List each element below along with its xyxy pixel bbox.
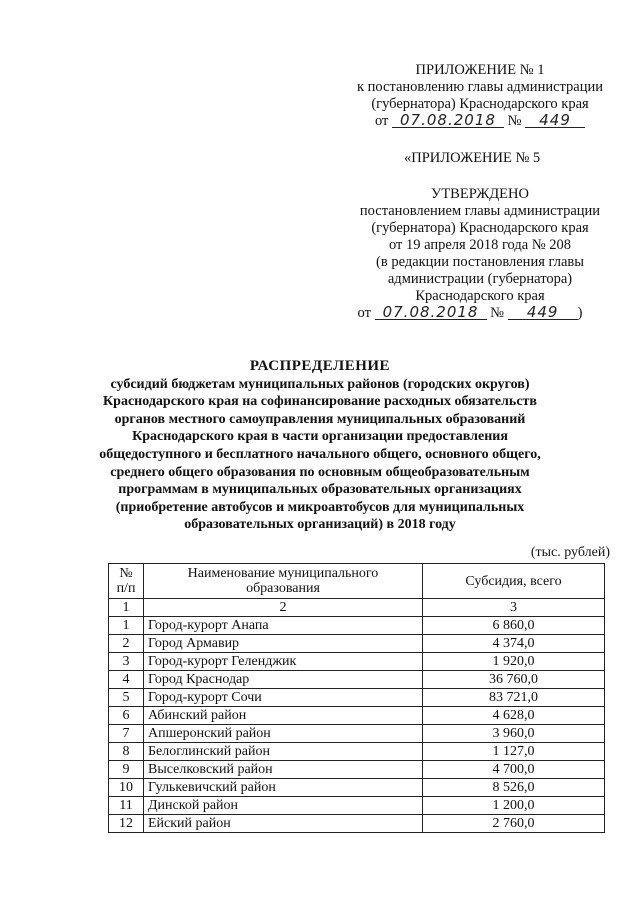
header-number-line1: № — [119, 566, 133, 581]
title-line: (приобретение автобусов и микроавтобусов для муниципальных — [115, 499, 525, 515]
row-name: Ейский район — [144, 815, 423, 833]
title-line: Краснодарского края на софинансирование расходных обязательств — [103, 394, 537, 410]
title-line: программам в муниципальных образовательных организациях — [118, 482, 522, 498]
document-title — [95, 358, 545, 534]
column-number: 3 — [423, 599, 605, 617]
row-value: 4 700,0 — [423, 761, 605, 779]
row-value: 36 760,0 — [423, 671, 605, 689]
handwritten-date: 07.08.2018 — [375, 305, 487, 320]
handwritten-number: 449 — [525, 113, 585, 128]
approved-title: УТВЕРЖДЕНО — [431, 186, 529, 202]
row-value: 1 127,0 — [423, 743, 605, 761]
number-label: № — [507, 113, 522, 129]
title-line: субсидий бюджетам муниципальных районов (городских округов) — [110, 376, 530, 392]
row-number: 6 — [109, 707, 144, 725]
row-number: 11 — [109, 797, 144, 815]
row-name: Абинский район — [144, 707, 423, 725]
table-row — [109, 725, 605, 743]
row-number: 5 — [109, 689, 144, 707]
approved-date-line — [330, 305, 610, 322]
table-row — [109, 761, 605, 779]
title-heading: РАСПРЕДЕЛЕНИЕ — [249, 358, 391, 374]
row-number: 3 — [109, 653, 144, 671]
row-value: 6 860,0 — [423, 617, 605, 635]
title-line: органов местного самоуправления муниципальных образований — [114, 411, 526, 427]
handwritten-number: 449 — [508, 305, 578, 320]
table-row — [109, 743, 605, 761]
row-name: Город-курорт Геленджик — [144, 653, 423, 671]
table-body — [109, 617, 605, 833]
row-number: 12 — [109, 815, 144, 833]
close-paren: ) — [577, 305, 583, 321]
handwritten-date: 07.08.2018 — [392, 113, 504, 128]
row-number: 2 — [109, 635, 144, 653]
row-number: 9 — [109, 761, 144, 779]
title-line: общедоступного и бесплатного начального общего, основного общего, — [99, 446, 541, 462]
appendix-title: ПРИЛОЖЕНИЕ № 1 — [415, 62, 545, 78]
header-name-line1: Наименование муниципального — [187, 566, 379, 581]
number-label: № — [490, 305, 505, 321]
approved-line4: (в редакции постановления главы — [376, 254, 584, 270]
row-name: Город Краснодар — [144, 671, 423, 689]
title-line: образовательных организаций) в 2018 году — [184, 517, 456, 533]
table-row — [109, 815, 605, 833]
row-value: 4 628,0 — [423, 707, 605, 725]
table-row — [109, 671, 605, 689]
approved-line6: Краснодарского края — [415, 288, 545, 304]
units-label: (тыс. рублей) — [530, 545, 610, 560]
title-line: среднего общего образования по основным общеобразовательным — [110, 464, 530, 480]
appendix-5-block — [404, 150, 604, 167]
header-name-line2: образования — [246, 581, 320, 596]
row-value: 1 920,0 — [423, 653, 605, 671]
approved-block — [350, 186, 610, 322]
header-number-line2: п/п — [116, 581, 136, 596]
row-value: 83 721,0 — [423, 689, 605, 707]
table-row — [109, 617, 605, 635]
row-value: 4 374,0 — [423, 635, 605, 653]
column-number: 2 — [144, 599, 423, 617]
row-value: 2 760,0 — [423, 815, 605, 833]
table-header-row — [109, 564, 605, 599]
row-value: 1 200,0 — [423, 797, 605, 815]
table-row — [109, 797, 605, 815]
approved-line2: (губернатора) Краснодарского края — [371, 220, 589, 236]
appendix-1-block — [350, 62, 610, 130]
from-label: от — [357, 305, 371, 321]
header-number — [109, 564, 144, 599]
row-number: 7 — [109, 725, 144, 743]
title-line: Краснодарского края в части организации предоставления — [132, 429, 508, 445]
row-name: Белоглинский район — [144, 743, 423, 761]
table-row — [109, 779, 605, 797]
header-name — [144, 564, 423, 599]
table-row — [109, 689, 605, 707]
row-number: 1 — [109, 617, 144, 635]
table-row — [109, 653, 605, 671]
row-name: Выселковский район — [144, 761, 423, 779]
row-name: Гулькевичский район — [144, 779, 423, 797]
row-name: Апшеронский район — [144, 725, 423, 743]
row-name: Динской район — [144, 797, 423, 815]
appendix-line2: (губернатора) Краснодарского края — [371, 96, 589, 112]
row-value: 3 960,0 — [423, 725, 605, 743]
appendix-date-line — [350, 113, 610, 130]
column-number-row — [109, 599, 605, 617]
appendix5-title: «ПРИЛОЖЕНИЕ № 5 — [404, 150, 541, 166]
appendix-line1: к постановлению главы администрации — [356, 79, 604, 95]
row-number: 4 — [109, 671, 144, 689]
approved-line5: администрации (губернатора) — [387, 271, 573, 287]
row-number: 8 — [109, 743, 144, 761]
row-number: 10 — [109, 779, 144, 797]
approved-line3: от 19 апреля 2018 года № 208 — [388, 237, 572, 253]
header-subsidy: Субсидия, всего — [423, 564, 605, 599]
approved-line1: постановлением главы администрации — [359, 203, 601, 219]
row-value: 8 526,0 — [423, 779, 605, 797]
column-number: 1 — [109, 599, 144, 617]
subsidy-table — [108, 563, 605, 833]
table-row — [109, 707, 605, 725]
from-label: от — [374, 113, 389, 129]
table-row — [109, 635, 605, 653]
row-name: Город-курорт Сочи — [144, 689, 423, 707]
row-name: Город Армавир — [144, 635, 423, 653]
row-name: Город-курорт Анапа — [144, 617, 423, 635]
